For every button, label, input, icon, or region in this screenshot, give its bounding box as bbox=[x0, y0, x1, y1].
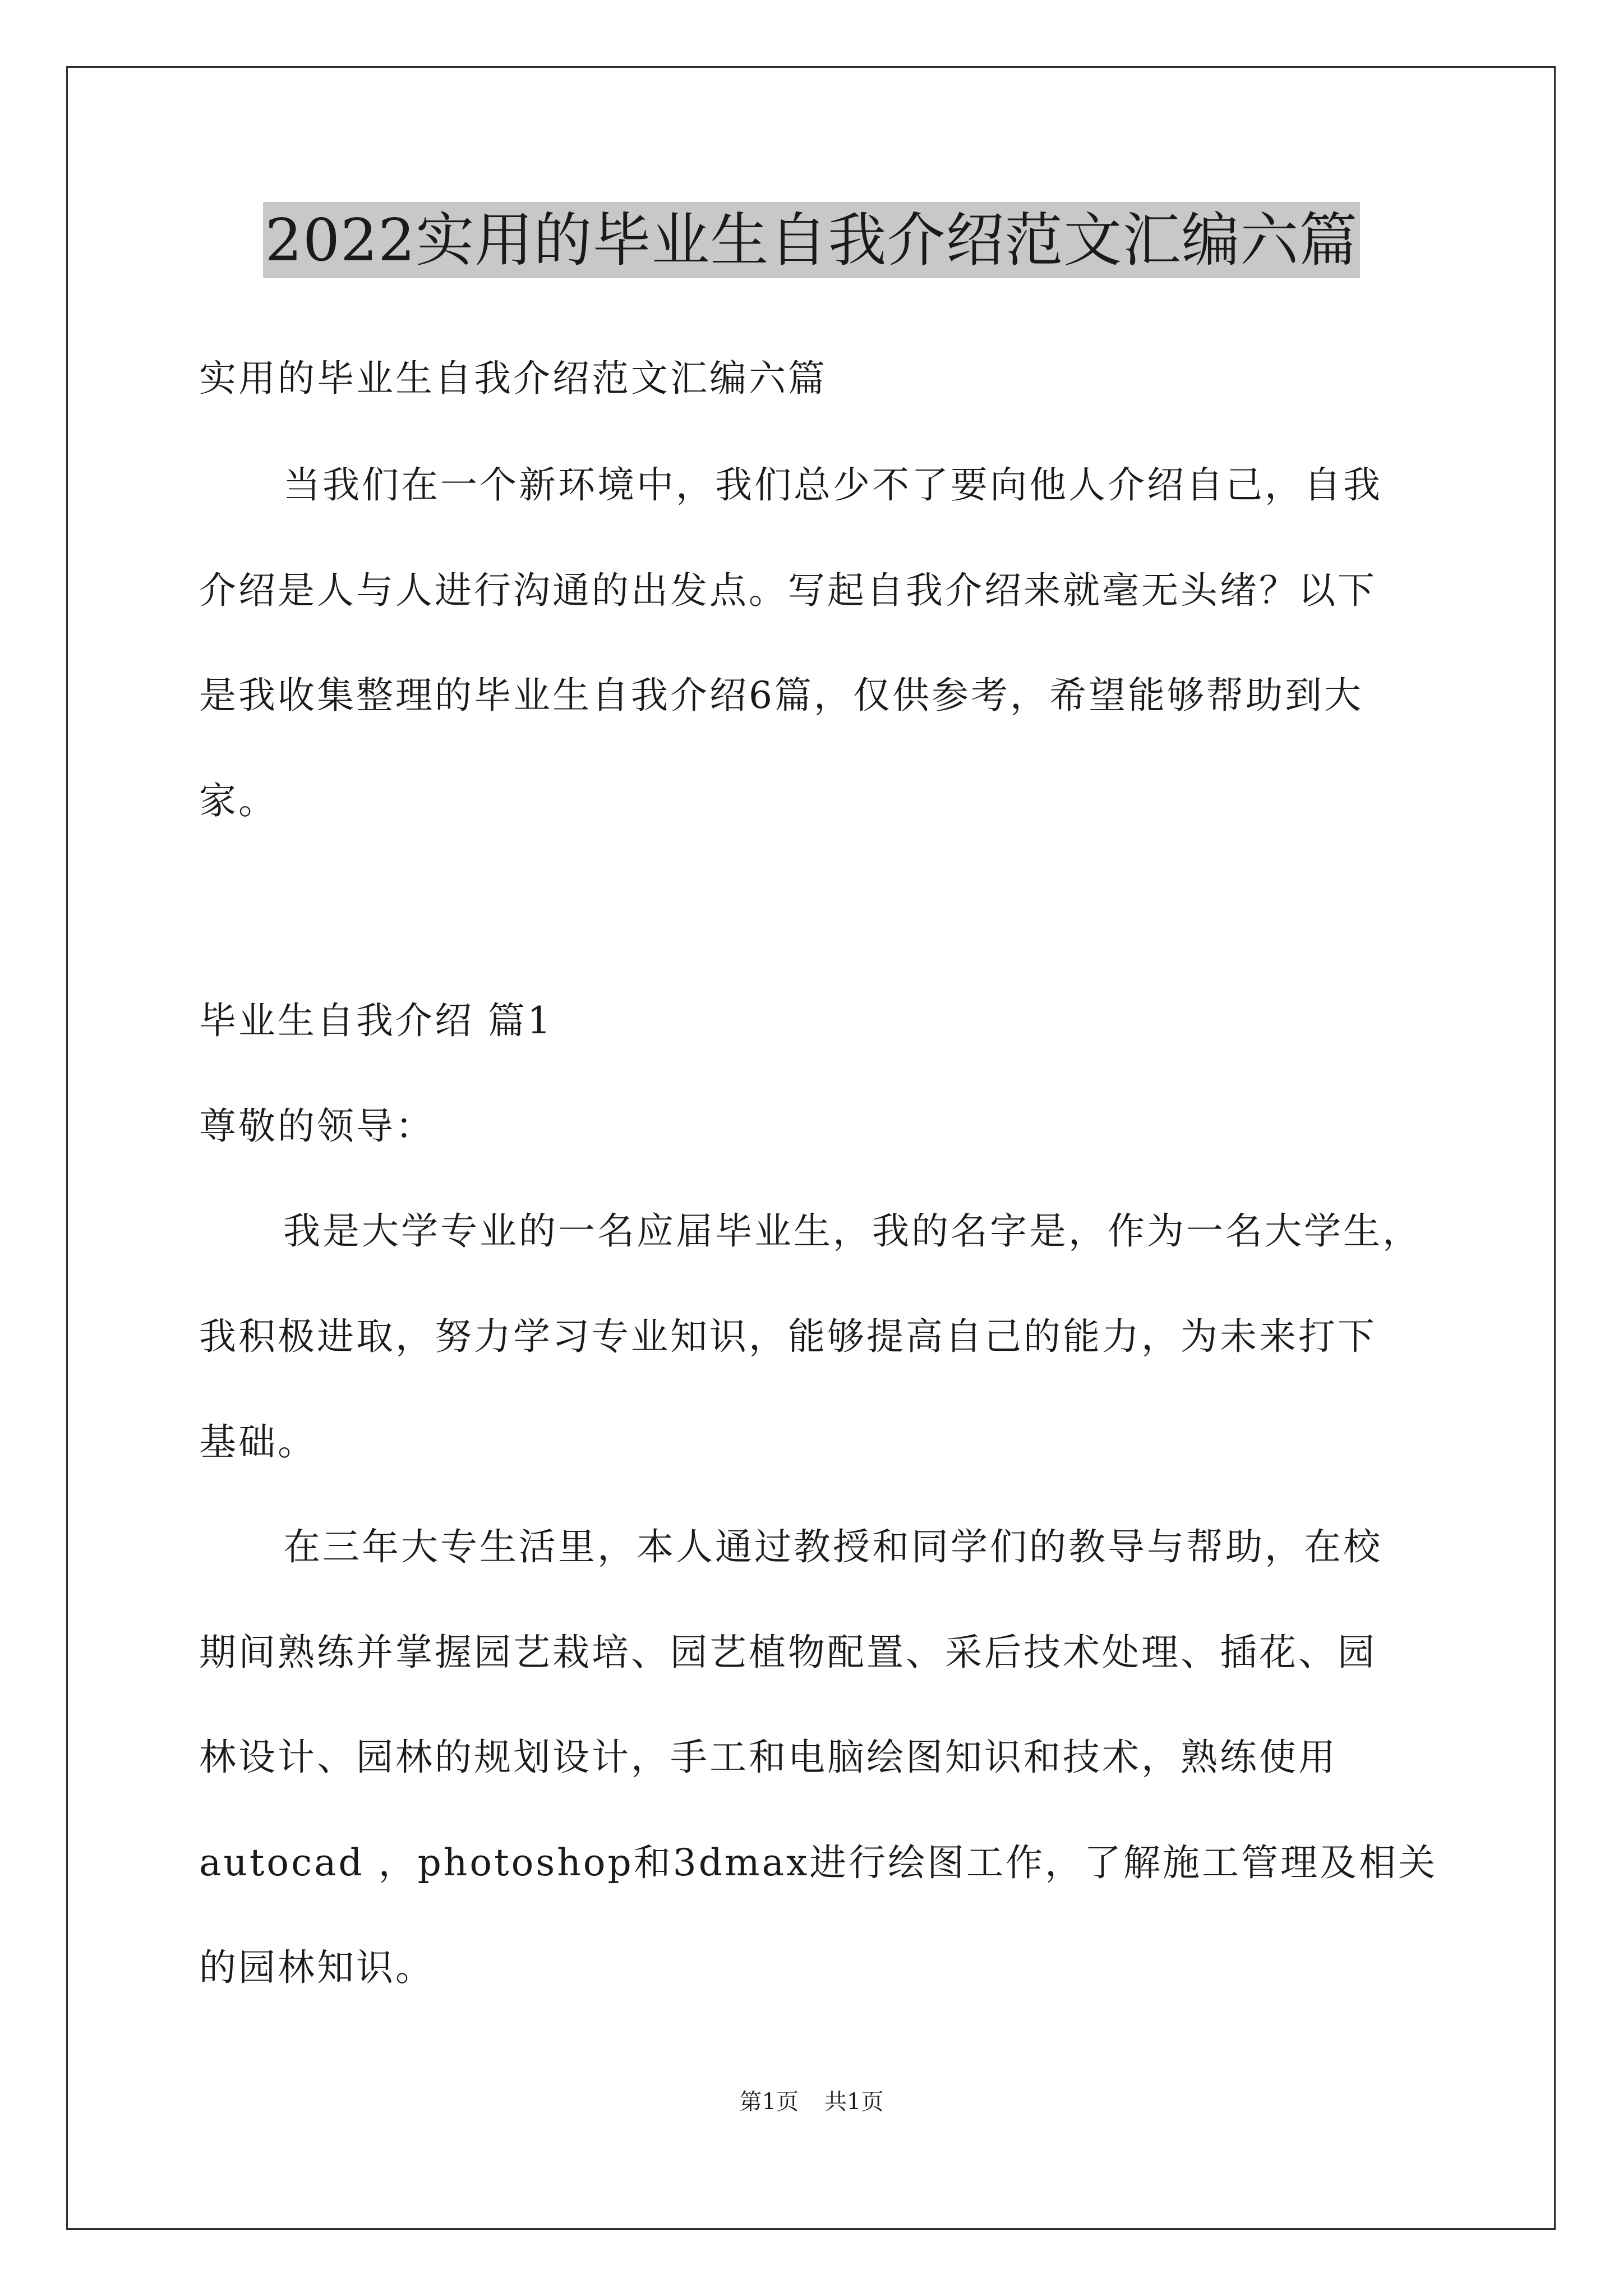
intro-line: 是我收集整理的毕业生自我介绍6篇，仅供参考，希望能够帮助到大 bbox=[199, 674, 1363, 717]
paragraph-line: 期间熟练并掌握园艺栽培、园艺植物配置、采后技术处理、插花、园 bbox=[199, 1631, 1377, 1674]
section-heading: 毕业生自我介绍 篇1 bbox=[199, 999, 553, 1042]
title-container bbox=[0, 202, 1623, 278]
subtitle: 实用的毕业生自我介绍范文汇编六篇 bbox=[199, 357, 827, 400]
intro-line: 介绍是人与人进行沟通的出发点。写起自我介绍来就毫无头绪？以下 bbox=[199, 569, 1377, 612]
page-number: 第1页 bbox=[739, 2089, 799, 2115]
document-title: 2022实用的毕业生自我介绍范文汇编六篇 bbox=[263, 202, 1361, 278]
paragraph-line: 我是大学专业的一名应届毕业生，我的名字是，作为一名大学生， bbox=[283, 1209, 1422, 1253]
page-footer bbox=[0, 2088, 1623, 2116]
paragraph-line: 的园林知识。 bbox=[199, 1946, 435, 1989]
intro-line: 家。 bbox=[199, 779, 278, 822]
paragraph-line: 基础。 bbox=[199, 1420, 317, 1464]
page-total: 共1页 bbox=[824, 2089, 884, 2115]
intro-line: 当我们在一个新环境中，我们总少不了要向他人介绍自己，自我 bbox=[283, 463, 1382, 507]
paragraph-line: autocad ，photoshop和3dmax进行绘图工作，了解施工管理及相关 bbox=[199, 1841, 1438, 1884]
paragraph-line: 林设计、园林的规划设计，手工和电脑绘图知识和技术，熟练使用 bbox=[199, 1736, 1338, 1779]
paragraph-line: 在三年大专生活里，本人通过教授和同学们的教导与帮助，在校 bbox=[283, 1525, 1382, 1568]
salutation: 尊敬的领导： bbox=[199, 1105, 435, 1148]
paragraph-line: 我积极进取，努力学习专业知识，能够提高自己的能力，为未来打下 bbox=[199, 1315, 1377, 1358]
